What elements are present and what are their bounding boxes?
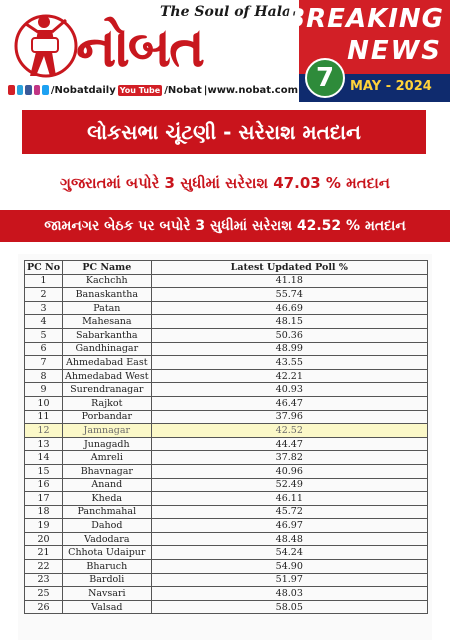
pc-no-cell: 26: [25, 600, 63, 614]
poll-sheet: [18, 254, 432, 640]
table-row: [25, 328, 428, 342]
table-row: [25, 587, 428, 601]
pc-name-cell: Dahod: [63, 519, 152, 533]
poll-percent-cell: 41.18: [151, 274, 427, 288]
table-row: [25, 410, 428, 424]
pc-no-cell: 7: [25, 356, 63, 370]
pc-no-cell: 18: [25, 505, 63, 519]
pc-name-cell: Amreli: [63, 451, 152, 465]
table-row: [25, 342, 428, 356]
col-pc-no: PC No: [25, 261, 63, 275]
poll-percent-cell: 43.55: [151, 356, 427, 370]
pc-name-cell: Sabarkantha: [63, 328, 152, 342]
pc-name-cell: Vadodara: [63, 532, 152, 546]
pc-name-cell: Bharuch: [63, 560, 152, 574]
poll-percent-cell: 37.96: [151, 410, 427, 424]
twitter-icon[interactable]: [42, 85, 49, 95]
pc-no-cell: 1: [25, 274, 63, 288]
poll-percent-cell: 46.69: [151, 301, 427, 315]
pc-name-cell: Anand: [63, 478, 152, 492]
pc-name-cell: Mahesana: [63, 315, 152, 329]
pc-name-cell: Patan: [63, 301, 152, 315]
poll-percent-cell: 48.99: [151, 342, 427, 356]
day-badge: 7: [305, 58, 345, 98]
pc-no-cell: 22: [25, 560, 63, 574]
table-row: [25, 519, 428, 533]
table-row: [25, 492, 428, 506]
pc-no-cell: 3: [25, 301, 63, 315]
poll-percent-cell: 40.93: [151, 383, 427, 397]
table-row: [25, 424, 428, 438]
pc-name-cell: Chhota Udaipur: [63, 546, 152, 560]
pc-no-cell: 13: [25, 437, 63, 451]
table-row: [25, 600, 428, 614]
table-row: [25, 546, 428, 560]
table-row: [25, 301, 428, 315]
drummer-logo-icon: [14, 6, 78, 82]
poll-percent-cell: 46.47: [151, 396, 427, 410]
table-row: [25, 573, 428, 587]
col-poll-percent: Latest Updated Poll %: [151, 261, 427, 275]
brand-wordmark: નોબત: [76, 16, 203, 79]
poll-percent-cell: 42.21: [151, 369, 427, 383]
month-label: MAY - 2024: [350, 79, 432, 94]
table-header-row: [25, 261, 428, 275]
pc-no-cell: 20: [25, 532, 63, 546]
poll-table-body: [25, 274, 428, 614]
pc-name-cell: Valsad: [63, 600, 152, 614]
table-row: [25, 274, 428, 288]
website-link[interactable]: |www.nobat.com: [203, 84, 299, 96]
table-row: [25, 437, 428, 451]
table-row: [25, 356, 428, 370]
social-links: [8, 82, 298, 98]
masthead: [0, 0, 450, 102]
poll-percent-cell: 46.11: [151, 492, 427, 506]
poll-percent-cell: 52.49: [151, 478, 427, 492]
content-area: [0, 102, 450, 640]
poll-percent-cell: 40.96: [151, 464, 427, 478]
pc-name-cell: Kachchh: [63, 274, 152, 288]
pc-no-cell: 8: [25, 369, 63, 383]
poll-percent-cell: 50.36: [151, 328, 427, 342]
table-row: [25, 505, 428, 519]
poll-percent-cell: 44.47: [151, 437, 427, 451]
pc-no-cell: 25: [25, 587, 63, 601]
table-row: [25, 464, 428, 478]
poll-percent-cell: 45.72: [151, 505, 427, 519]
poll-percent-cell: 51.97: [151, 573, 427, 587]
poll-percent-cell: 42.52: [151, 424, 427, 438]
col-pc-name: PC Name: [63, 261, 152, 275]
pc-no-cell: 11: [25, 410, 63, 424]
social-handle[interactable]: /Nobatdaily: [50, 84, 116, 96]
tagline: The Soul of Halar: [160, 4, 299, 20]
poll-percent-cell: 54.24: [151, 546, 427, 560]
poll-percent-cell: 55.74: [151, 288, 427, 302]
poll-percent-cell: 37.82: [151, 451, 427, 465]
pc-no-cell: 10: [25, 396, 63, 410]
pc-name-cell: Ahmedabad West: [63, 369, 152, 383]
pc-name-cell: Rajkot: [63, 396, 152, 410]
facebook-icon[interactable]: [25, 85, 32, 95]
poll-percent-cell: 48.03: [151, 587, 427, 601]
telegram-icon[interactable]: [17, 85, 24, 95]
pc-no-cell: 23: [25, 573, 63, 587]
breaking-label: BREAKING: [285, 4, 444, 34]
table-row: [25, 383, 428, 397]
pc-no-cell: 4: [25, 315, 63, 329]
pc-name-cell: Navsari: [63, 587, 152, 601]
pc-no-cell: 12: [25, 424, 63, 438]
pc-name-cell: Junagadh: [63, 437, 152, 451]
table-row: [25, 478, 428, 492]
pc-no-cell: 16: [25, 478, 63, 492]
jamnagar-turnout-line: જામનગર બેઠક પર બપોરે 3 સુધીમાં સરેરાશ 42.52 % મતદાન: [0, 210, 450, 242]
poll-table: [24, 260, 428, 614]
pc-name-cell: Banaskantha: [63, 288, 152, 302]
pc-name-cell: Porbandar: [63, 410, 152, 424]
pc-no-cell: 15: [25, 464, 63, 478]
pc-no-cell: 6: [25, 342, 63, 356]
pc-name-cell: Surendranagar: [63, 383, 152, 397]
pc-name-cell: Panchmahal: [63, 505, 152, 519]
pc-name-cell: Gandhinagar: [63, 342, 152, 356]
pc-name-cell: Kheda: [63, 492, 152, 506]
poll-percent-cell: 46.97: [151, 519, 427, 533]
pc-name-cell: Jamnagar: [63, 424, 152, 438]
pc-no-cell: 19: [25, 519, 63, 533]
pc-name-cell: Bhavnagar: [63, 464, 152, 478]
pc-name-cell: Ahmedabad East: [63, 356, 152, 370]
poll-percent-cell: 58.05: [151, 600, 427, 614]
gujarat-turnout-line: ગુજરાતમાં બપોરે 3 સુધીમાં સરેરાશ 47.03 % મતદાન: [60, 174, 390, 192]
youtube-handle[interactable]: /Nobat: [164, 84, 202, 96]
pc-name-cell: Bardoli: [63, 573, 152, 587]
youtube-icon[interactable]: [8, 85, 15, 95]
poll-percent-cell: 54.90: [151, 560, 427, 574]
table-row: [25, 315, 428, 329]
table-row: [25, 288, 428, 302]
instagram-icon[interactable]: [34, 85, 41, 95]
table-row: [25, 560, 428, 574]
youtube-badge[interactable]: You Tube: [119, 85, 161, 95]
table-row: [25, 396, 428, 410]
table-row: [25, 451, 428, 465]
poll-percent-cell: 48.48: [151, 532, 427, 546]
pc-no-cell: 14: [25, 451, 63, 465]
pc-no-cell: 5: [25, 328, 63, 342]
table-row: [25, 369, 428, 383]
table-row: [25, 532, 428, 546]
pc-no-cell: 21: [25, 546, 63, 560]
pc-no-cell: 2: [25, 288, 63, 302]
pc-no-cell: 9: [25, 383, 63, 397]
headline-box: લોકસભા ચૂંટણી - સરેરાશ મતદાન: [22, 110, 426, 154]
poll-percent-cell: 48.15: [151, 315, 427, 329]
news-label: NEWS: [347, 36, 442, 66]
pc-no-cell: 17: [25, 492, 63, 506]
